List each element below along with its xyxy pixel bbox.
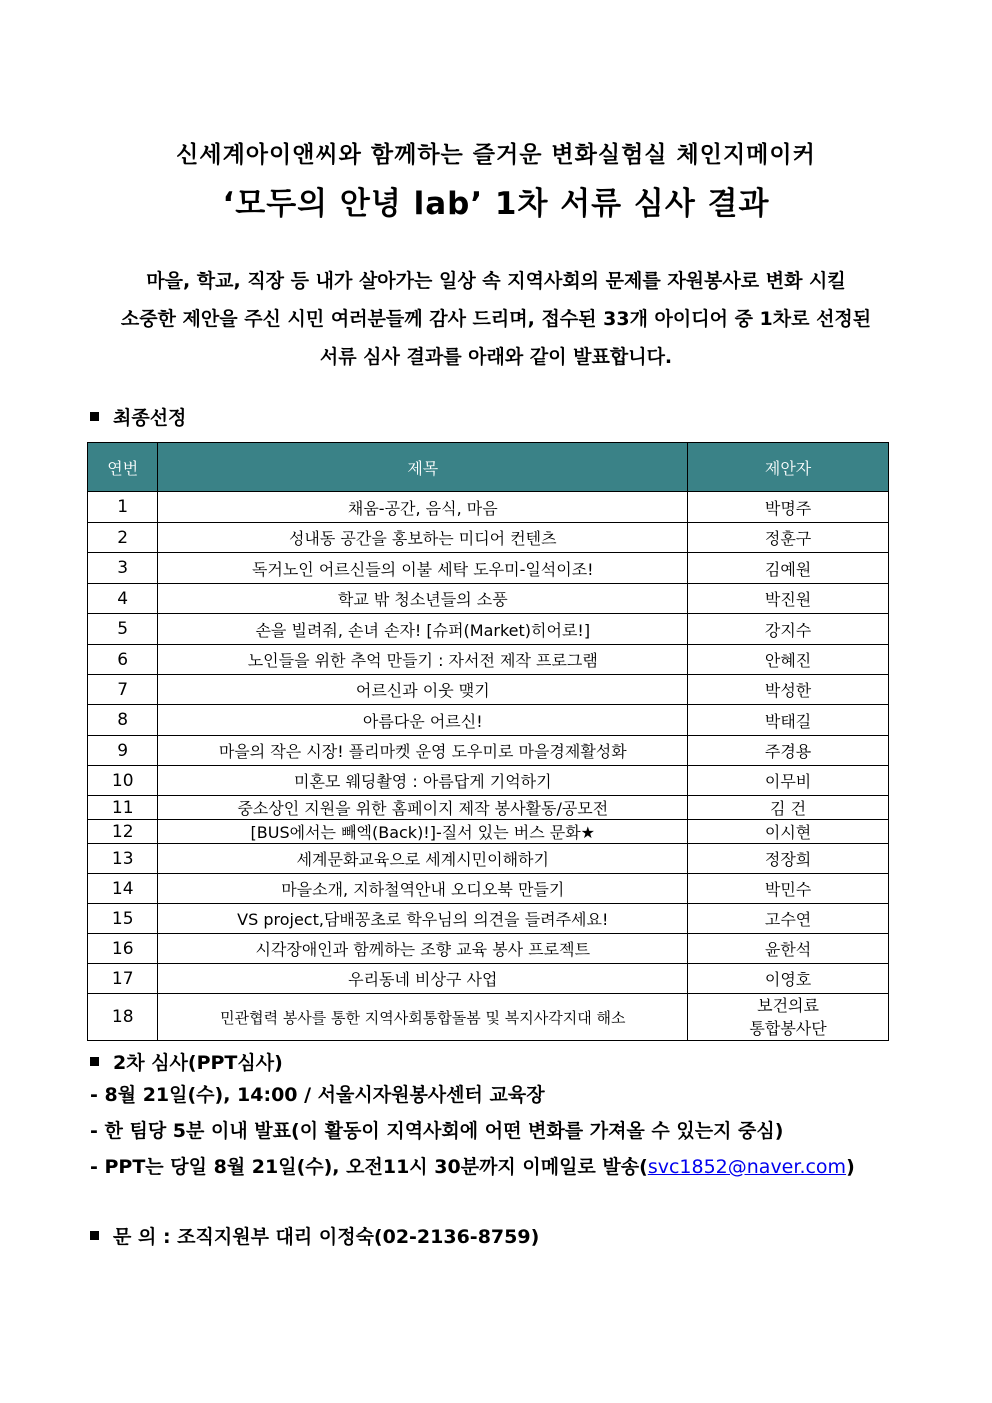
- table-row: [88, 705, 889, 736]
- square-bullet-icon: [90, 1231, 99, 1240]
- detail-line-submission: [90, 1149, 855, 1185]
- detail-line-date: - 8월 21일(수), 14:00 / 서울시자원봉사센터 교육장: [90, 1084, 545, 1106]
- row-proposer: 박민수: [688, 874, 889, 904]
- row-proposer: 이시현: [688, 820, 889, 844]
- table-row: [88, 820, 889, 844]
- table-row: [88, 675, 889, 705]
- row-title: 미혼모 웨딩촬영 : 아름답게 기억하기: [158, 766, 688, 796]
- row-proposer: 김 건: [688, 796, 889, 820]
- table-row: [88, 614, 889, 645]
- row-no: 7: [88, 675, 158, 705]
- table-row: [88, 492, 889, 523]
- table-row: [88, 904, 889, 934]
- selection-table: [87, 442, 889, 1041]
- table-row: [88, 645, 889, 675]
- submission-text: - PPT는 당일 8월 21일(수), 오전11시 30분까지 이메일로 발송(: [90, 1156, 648, 1178]
- table-row: [88, 736, 889, 766]
- table-row: [88, 796, 889, 820]
- intro-line: 서류 심사 결과를 아래와 같이 발표합니다.: [319, 346, 673, 368]
- row-title: 어르신과 이웃 맺기: [158, 675, 688, 705]
- section-final-label: 최종선정: [113, 407, 187, 429]
- table-row: [88, 584, 889, 614]
- header-title: 제목: [158, 443, 688, 492]
- table-row: [88, 874, 889, 904]
- table-row: [88, 766, 889, 796]
- row-proposer: 주경용: [688, 736, 889, 766]
- row-no: 13: [88, 844, 158, 874]
- row-proposer: 안혜진: [688, 645, 889, 675]
- row-proposer: 윤한석: [688, 934, 889, 964]
- row-no: 18: [88, 994, 158, 1041]
- row-no: 8: [88, 705, 158, 736]
- table-row: [88, 934, 889, 964]
- row-title: 채움-공간, 음식, 마음: [158, 492, 688, 523]
- row-title: 민관협력 봉사를 통한 지역사회통합돌봄 및 복지사각지대 해소: [158, 994, 688, 1041]
- table-row: [88, 523, 889, 553]
- detail-line-presentation: - 한 팀당 5분 이내 발표(이 활동이 지역사회에 어떤 변화를 가져올 수 있는지 중심): [90, 1120, 784, 1142]
- row-title: 세계문화교육으로 세계시민이해하기: [158, 844, 688, 874]
- row-title: 아름다운 어르신!: [158, 705, 688, 736]
- row-proposer: 김예원: [688, 553, 889, 584]
- email-link[interactable]: svc1852@naver.com: [647, 1156, 847, 1178]
- table-row: [88, 553, 889, 584]
- contact-text: 문 의 : 조직지원부 대리 이정숙(02-2136-8759): [113, 1226, 540, 1248]
- row-proposer: 박진원: [688, 584, 889, 614]
- contact-section: [90, 1222, 539, 1249]
- row-no: 2: [88, 523, 158, 553]
- row-title: 마을의 작은 시장! 플리마켓 운영 도우미로 마을경제활성화: [158, 736, 688, 766]
- row-proposer-line: 보건의료: [757, 996, 819, 1015]
- section-second-label: 2차 심사(PPT심사): [113, 1052, 283, 1074]
- row-proposer: 정장희: [688, 844, 889, 874]
- row-no: 6: [88, 645, 158, 675]
- row-title: 마을소개, 지하철역안내 오디오북 만들기: [158, 874, 688, 904]
- row-title: VS project,담배꽁초로 학우님의 의견을 들려주세요!: [158, 904, 688, 934]
- row-no: 10: [88, 766, 158, 796]
- row-proposer: [688, 994, 889, 1041]
- square-bullet-icon: [90, 412, 99, 421]
- row-no: 3: [88, 553, 158, 584]
- intro-paragraph: [0, 262, 992, 376]
- row-proposer: 강지수: [688, 614, 889, 645]
- row-title: 시각장애인과 함께하는 조향 교육 봉사 프로젝트: [158, 934, 688, 964]
- section-second-heading: [90, 1048, 283, 1075]
- row-no: 15: [88, 904, 158, 934]
- row-proposer: 이무비: [688, 766, 889, 796]
- row-no: 9: [88, 736, 158, 766]
- row-no: 4: [88, 584, 158, 614]
- square-bullet-icon: [90, 1057, 99, 1066]
- row-title: 학교 밖 청소년들의 소풍: [158, 584, 688, 614]
- row-title: 중소상인 지원을 위한 홈페이지 제작 봉사활동/공모전: [158, 796, 688, 820]
- intro-line: 소중한 제안을 주신 시민 여러분들께 감사 드리며, 접수된 33개 아이디어 중 1차로 선정된: [120, 308, 872, 330]
- table-row: [88, 844, 889, 874]
- header-no: 연번: [88, 443, 158, 492]
- table-row: [88, 994, 889, 1041]
- table-header-row: [88, 443, 889, 492]
- row-title: [BUS에서는 빼엑(Back)!]-질서 있는 버스 문화★: [158, 820, 688, 844]
- document-subtitle: 신세계아이앤씨와 함께하는 즐거운 변화실험실 체인지메이커: [176, 142, 816, 168]
- row-proposer-line: 통합봉사단: [749, 1019, 827, 1038]
- document-title: ‘모두의 안녕 lab’ 1차 서류 심사 결과: [222, 186, 770, 222]
- row-no: 12: [88, 820, 158, 844]
- second-review-details: [90, 1077, 855, 1185]
- table-row: [88, 964, 889, 994]
- row-no: 16: [88, 934, 158, 964]
- intro-line: 마을, 학교, 직장 등 내가 살아가는 일상 속 지역사회의 문제를 자원봉사로 변화 시킬: [146, 270, 846, 292]
- row-title: 손을 빌려줘, 손녀 손자! [슈퍼(Market)히어로!]: [158, 614, 688, 645]
- row-proposer: 박성한: [688, 675, 889, 705]
- section-final-heading: [90, 403, 186, 430]
- row-no: 17: [88, 964, 158, 994]
- row-title: 독거노인 어르신들의 이불 세탁 도우미-일석이조!: [158, 553, 688, 584]
- row-proposer: 정훈구: [688, 523, 889, 553]
- row-no: 11: [88, 796, 158, 820]
- row-proposer: 박명주: [688, 492, 889, 523]
- row-no: 5: [88, 614, 158, 645]
- row-title: 성내동 공간을 홍보하는 미디어 컨텐츠: [158, 523, 688, 553]
- header-proposer: 제안자: [688, 443, 889, 492]
- row-no: 1: [88, 492, 158, 523]
- row-no: 14: [88, 874, 158, 904]
- row-proposer: 고수연: [688, 904, 889, 934]
- row-proposer: 박태길: [688, 705, 889, 736]
- submission-close: ): [846, 1156, 855, 1178]
- row-title: 노인들을 위한 추억 만들기 : 자서전 제작 프로그램: [158, 645, 688, 675]
- row-proposer: 이영호: [688, 964, 889, 994]
- row-title: 우리동네 비상구 사업: [158, 964, 688, 994]
